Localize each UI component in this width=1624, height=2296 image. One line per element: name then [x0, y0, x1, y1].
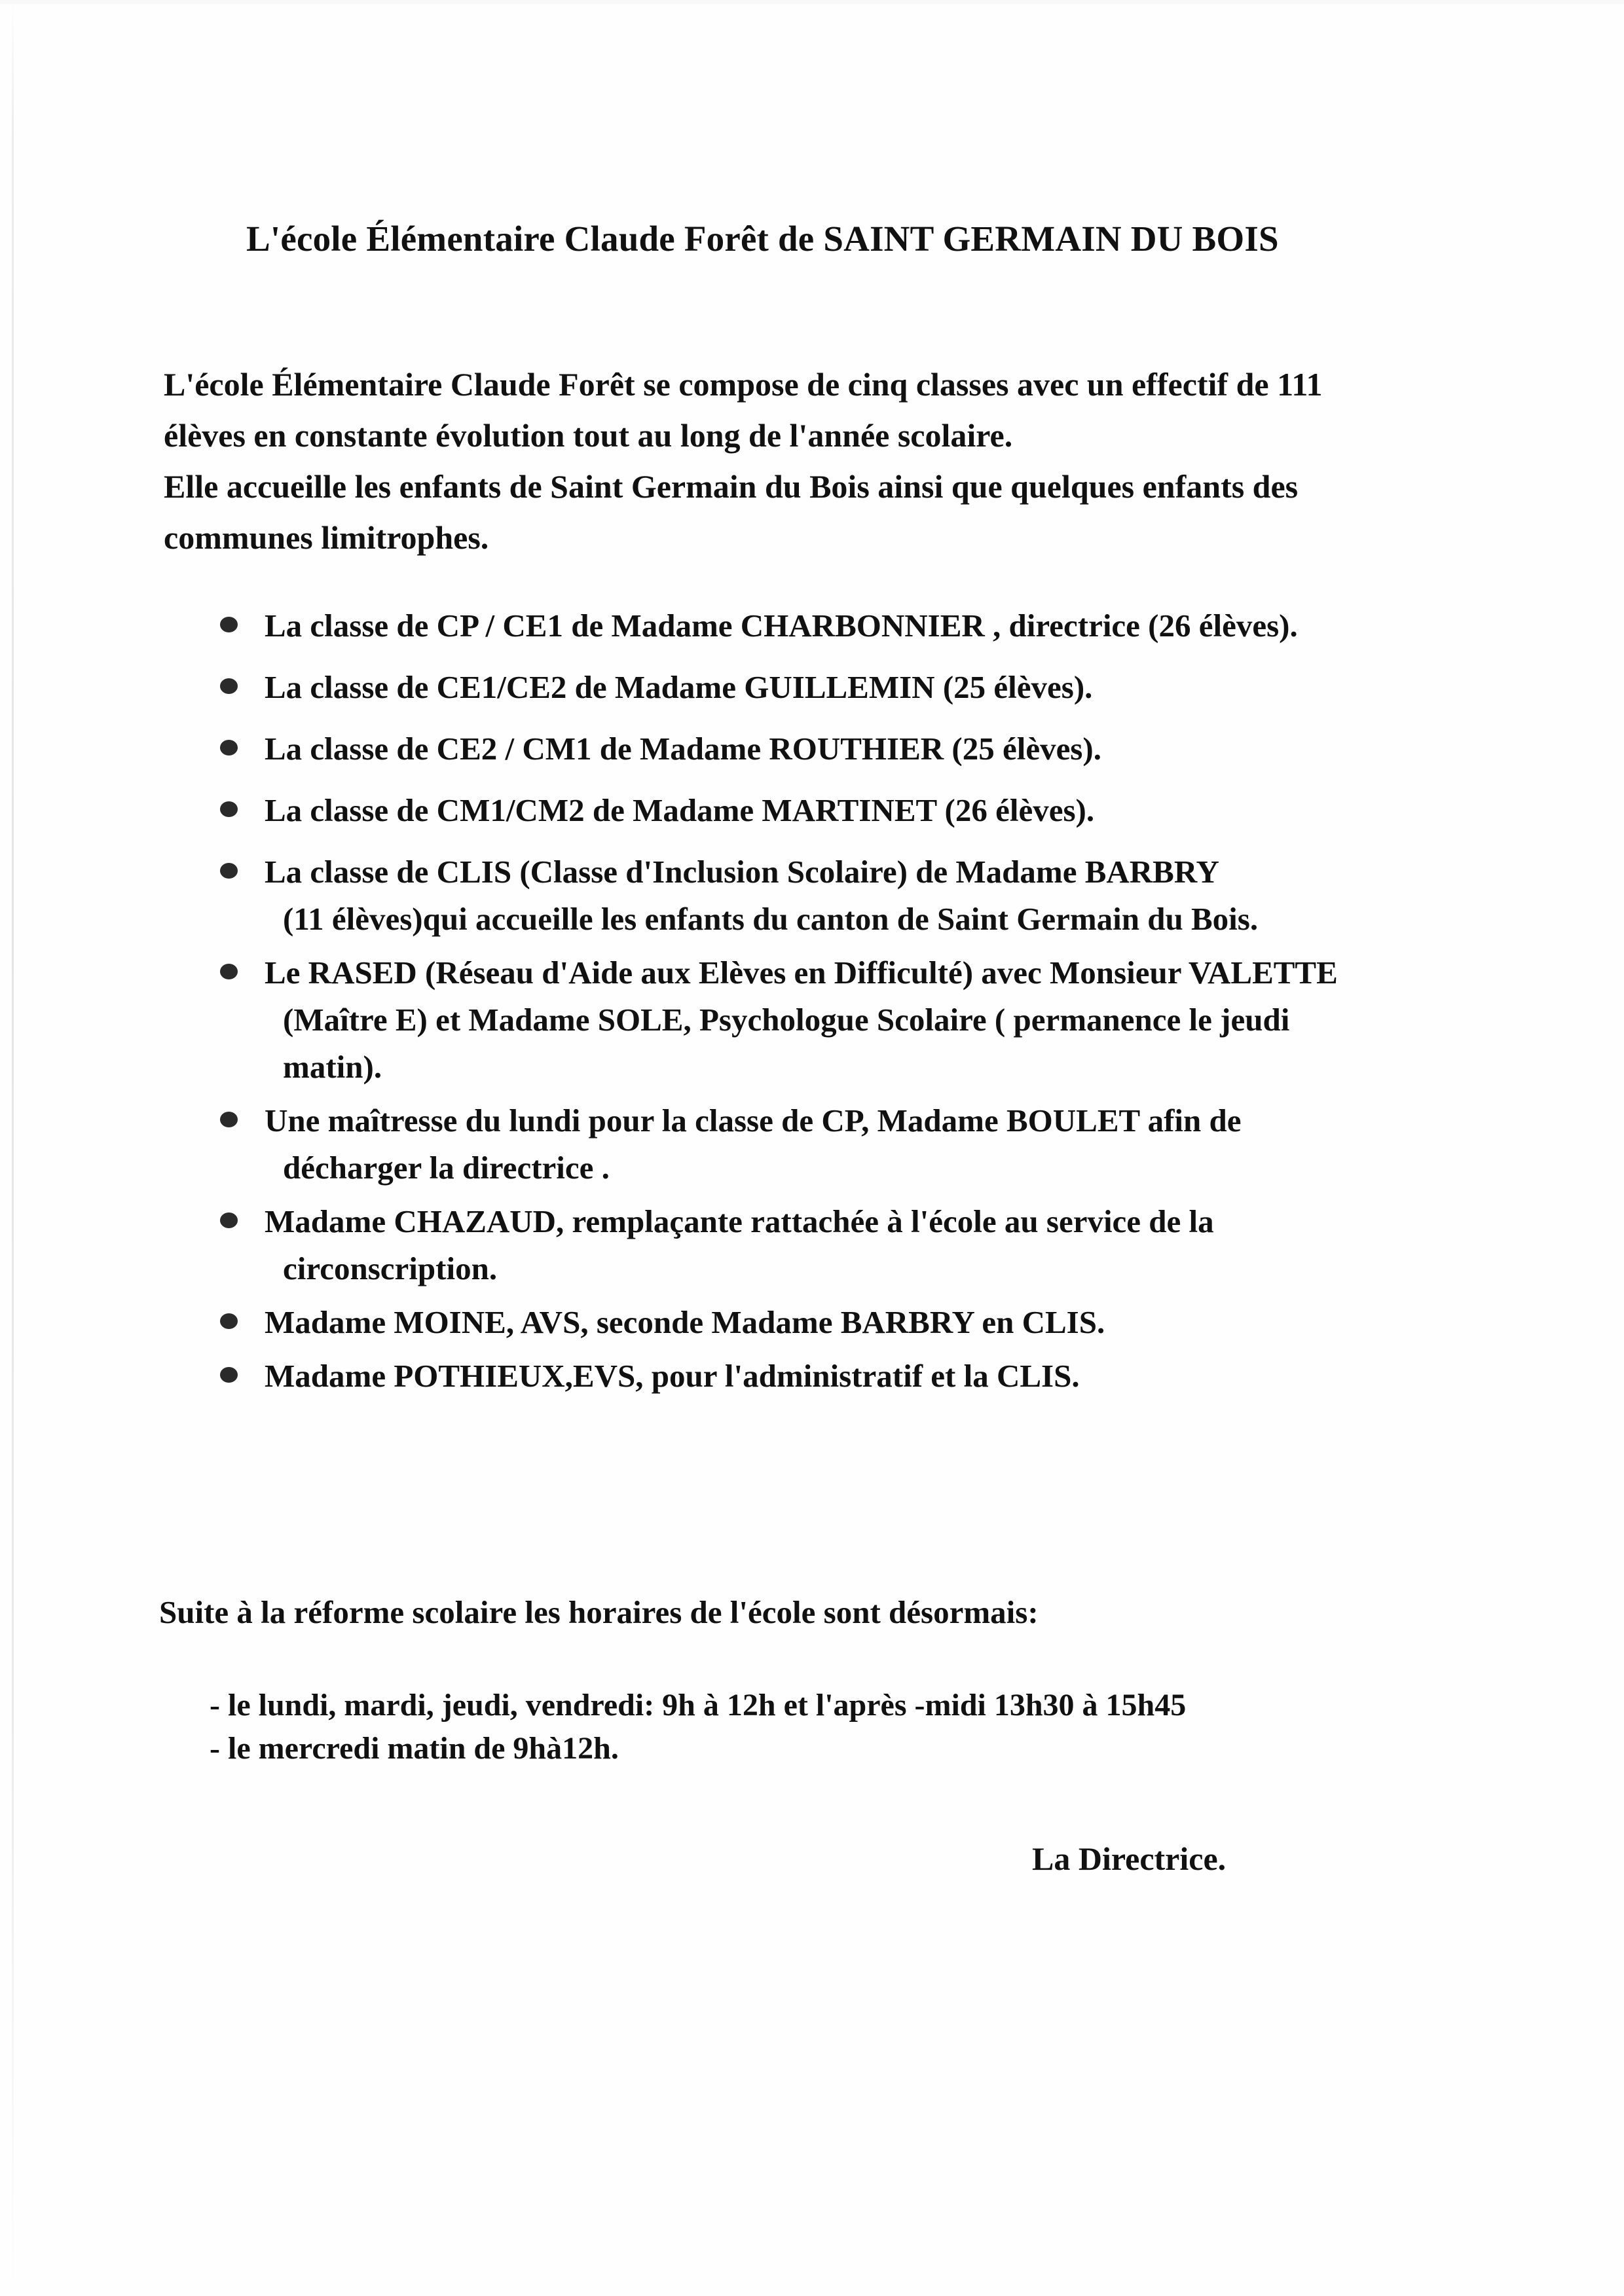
list-item-line: Madame CHAZAUD, remplaçante rattachée à l'école au service de la [265, 1203, 1214, 1239]
bullet-dot-icon [220, 863, 238, 879]
closing-heading: Suite à la réforme scolaire les horaires de l'école sont désormais: [159, 1594, 1039, 1630]
school-hours-block [210, 1684, 1186, 1770]
list-item [216, 664, 1480, 711]
scan-artifact-left-line [12, 0, 14, 2296]
list-item [216, 1353, 1480, 1400]
bullet-dot-icon [220, 1367, 238, 1383]
bullet-dot-icon [220, 740, 238, 756]
bullet-dot-icon [220, 617, 238, 632]
class-staff-list [216, 602, 1480, 1400]
intro-line-2: élèves en constante évolution tout au long de l'année scolaire. [164, 417, 1013, 454]
spacer [216, 1346, 1480, 1353]
list-item-line: Le RASED (Réseau d'Aide aux Elèves en Difficulté) avec Monsieur VALETTE [265, 955, 1338, 991]
list-item-line: circonscription. [283, 1250, 498, 1286]
list-item [216, 1299, 1480, 1346]
list-item [216, 949, 1480, 1091]
spacer [216, 943, 1480, 949]
bullet-dot-icon [220, 801, 238, 817]
bullet-dot-icon [220, 678, 238, 694]
list-item [216, 725, 1480, 773]
list-item [216, 787, 1480, 834]
hours-line-wednesday: - le mercredi matin de 9hà12h. [210, 1731, 619, 1766]
spacer [216, 773, 1480, 787]
list-item-line: La classe de CE1/CE2 de Madame GUILLEMIN (25 élèves). [265, 669, 1093, 705]
bullet-dot-icon [220, 1313, 238, 1329]
spacer [216, 834, 1480, 848]
list-item-line: La classe de CM1/CM2 de Madame MARTINET (26 élèves). [265, 792, 1095, 828]
spacer [216, 1192, 1480, 1198]
list-item-line: La classe de CE2 / CM1 de Madame ROUTHIER (25 élèves). [265, 731, 1101, 767]
bullet-dot-icon [220, 964, 238, 979]
list-item-line: matin). [283, 1049, 382, 1085]
list-item-line: Madame POTHIEUX,EVS, pour l'administratif et la CLIS. [265, 1358, 1080, 1394]
bullet-dot-icon [220, 1112, 238, 1127]
list-item [216, 1198, 1480, 1292]
list-item-line: La classe de CP / CE1 de Madame CHARBONNIER , directrice (26 élèves). [265, 608, 1298, 644]
spacer [216, 1292, 1480, 1299]
intro-paragraph [164, 359, 1467, 563]
list-item-line: décharger la directrice . [283, 1150, 610, 1186]
scan-artifact-top [0, 0, 1624, 4]
list-item-line: (Maître E) et Madame SOLE, Psychologue Scolaire ( permanence le jeudi [283, 1002, 1290, 1038]
list-item [216, 848, 1480, 943]
spacer [216, 711, 1480, 725]
list-item-line: (11 élèves)qui accueille les enfants du canton de Saint Germain du Bois. [283, 901, 1259, 937]
spacer [216, 1091, 1480, 1097]
intro-line-4: communes limitrophes. [164, 519, 489, 556]
signature-line: La Directrice. [1032, 1840, 1227, 1877]
hours-line-weekdays: - le lundi, mardi, jeudi, vendredi: 9h à 12h et l'après -midi 13h30 à 15h45 [210, 1688, 1187, 1722]
intro-line-1: L'école Élémentaire Claude Forêt se compose de cinq classes avec un effectif de 111 [164, 366, 1323, 403]
list-item [216, 1097, 1480, 1192]
page-title: L'école Élémentaire Claude Forêt de SAINT GERMAIN DU BOIS [246, 218, 1279, 259]
list-item [216, 602, 1480, 649]
bullet-dot-icon [220, 1212, 238, 1228]
spacer [216, 649, 1480, 664]
list-item-line: Madame MOINE, AVS, seconde Madame BARBRY en CLIS. [265, 1304, 1105, 1340]
list-item-line: La classe de CLIS (Classe d'Inclusion Scolaire) de Madame BARBRY [265, 854, 1219, 890]
intro-line-3: Elle accueille les enfants de Saint Germain du Bois ainsi que quelques enfants des [164, 468, 1299, 505]
list-item-line: Une maîtresse du lundi pour la classe de CP, Madame BOULET afin de [265, 1102, 1242, 1139]
